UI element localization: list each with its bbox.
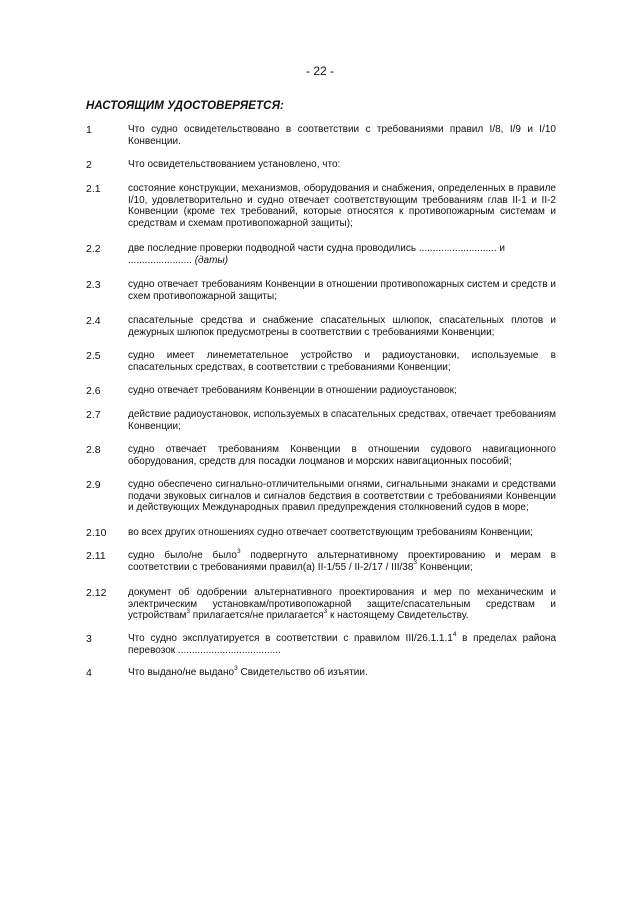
item-number: 4 (86, 667, 92, 679)
item-text-part: к настоящему Свидетельству. (327, 610, 469, 621)
item-text: судно отвечает требованиям Конвенции в отношении противопожарных систем и средств и схем противопожарной защиты; (128, 279, 556, 302)
item-text: действие радиоустановок, используемых в спасательных средствах, отвечает требованиям Конвенции; (128, 409, 556, 432)
item-text-part: Что судно эксплуатируется в соответствии с правилом III/26.1.1.1 (128, 633, 453, 644)
item-number: 2.9 (86, 479, 101, 491)
item-number: 2.6 (86, 385, 101, 397)
certificate-heading: НАСТОЯЩИМ УДОСТОВЕРЯЕТСЯ: (86, 100, 284, 112)
item-text: судно отвечает требованиям Конвенции в отношении судового навигационного оборудования, средств для посадки лоцманов и морских навигационных пособий; (128, 444, 556, 467)
item-number: 2.5 (86, 350, 101, 362)
item-text: спасательные средства и снабжение спасательных шлюпок, спасательных плотов и дежурных шлюпок предусмотрены в соответствии с требованиями Конвенции; (128, 315, 556, 338)
item-number: 2 (86, 159, 92, 171)
item-text: судно отвечает требованиям Конвенции в отношении радиоустановок; (128, 385, 457, 396)
item-number: 2.12 (86, 587, 107, 599)
item-text-part: Свидетельство об изъятии. (237, 667, 368, 678)
footnote-ref: 4 (452, 630, 457, 638)
footnote-ref: 3 (186, 607, 191, 615)
item-text: во всех других отношениях судно отвечает соответствующим требованиям Конвенции; (128, 527, 533, 538)
item-text-part: судно было/не было (128, 550, 237, 561)
item-text: Что освидетельствованием установлено, что: (128, 159, 341, 170)
item-number: 1 (86, 124, 92, 136)
item-text-part: прилагается/не прилагается (190, 610, 324, 621)
item-text (128, 587, 556, 622)
item-text-part: документ об одобрении альтернативного проектирования и мер по механическим и электрическим установкам/противопожарной защите/спасательным средствам и устройствам (128, 587, 556, 621)
item-text (128, 630, 556, 656)
item-text: Что судно освидетельствовано в соответствии с требованиями правил I/8, I/9 и I/10 Конвенции. (128, 124, 556, 147)
item-number: 3 (86, 633, 92, 645)
item-text-part: две последние проверки подводной части судна проводились ............................ и (128, 243, 505, 254)
item-text-part: Что выдано/не выдано (128, 667, 235, 678)
item-number: 2.11 (86, 550, 106, 562)
item-text-part: Конвенции; (417, 561, 473, 573)
item-text: судно имеет линеметательное устройство и радиоустановки, используемые в спасательных средствах, в соответствии с требованиями Конвенции; (128, 350, 556, 373)
item-number: 2.4 (86, 315, 101, 327)
item-text: судно обеспечено сигнально-отличительными огнями, сигнальными знаками и средствами подачи звуковых сигналов и сигналов бедствия в соответствии с требованиями Конвенции и действующих Международных правил предупреждения столкновений судов в море; (128, 479, 556, 513)
date-placeholder: ....................... (128, 254, 192, 266)
item-text (128, 547, 556, 573)
footnote-ref: 3 (236, 547, 241, 555)
item-number: 2.1 (86, 183, 101, 195)
item-number: 2.7 (86, 409, 101, 421)
item-text (128, 664, 556, 679)
item-text-part: в пределах района перевозок ..................................... (128, 633, 556, 656)
footnote-ref: 3 (413, 559, 418, 567)
item-number: 2.10 (86, 527, 107, 539)
footnote-ref: 3 (323, 607, 328, 615)
date-caption: (даты) (194, 254, 229, 266)
footnote-ref: 3 (234, 664, 238, 672)
item-text (128, 243, 556, 266)
item-text-part: подвергнуто альтернативному проектированию и мерам в соответствии с требованиями правил(а) II-1/55 / II-2/17 / III/38 (128, 550, 556, 573)
item-number: 2.2 (86, 243, 101, 255)
item-number: 2.8 (86, 444, 101, 456)
item-text: состояние конструкции, механизмов, оборудования и снабжения, определенных в правиле I/10, удовлетворительно и судно отвечает соответствующим требованиям глав II-1 и II-2 Конвенции (кроме тех требований, которые относятся к противопожарным системам и средствам и схемам противопожарной защиты); (128, 183, 556, 229)
page-number: - 22 - (305, 64, 334, 78)
item-number: 2.3 (86, 279, 101, 291)
